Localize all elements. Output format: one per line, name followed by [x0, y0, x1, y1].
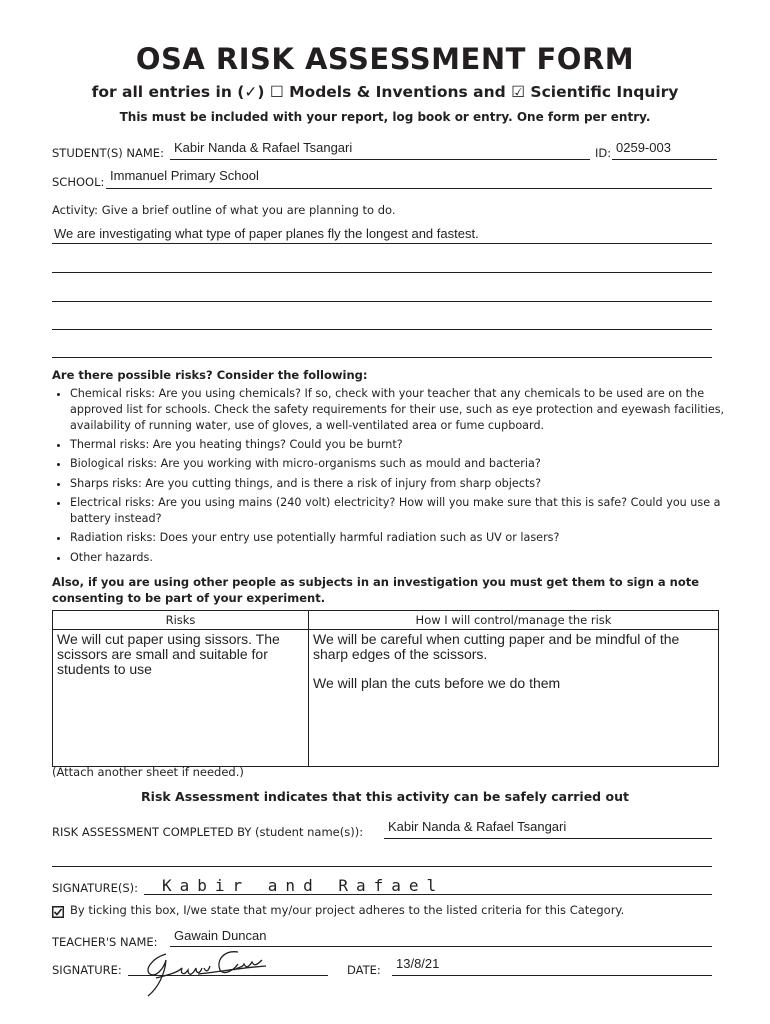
activity-line-5[interactable]: [52, 357, 712, 358]
completed-by-line-2[interactable]: [52, 866, 712, 867]
form-instruction: This must be included with your report, log book or entry. One form per entry.: [119, 110, 651, 124]
risk-item-biological: • Biological risks: Are you working with micro-organisms such as mould and bacteria?: [70, 456, 740, 472]
risk-table-header-risks: Risks: [53, 611, 309, 630]
teacher-name-label: TEACHER'S NAME:: [52, 935, 158, 949]
teacher-signature-label: SIGNATURE:: [52, 963, 122, 977]
student-id-line: [612, 159, 717, 160]
risk-item-thermal: • Thermal risks: Are you heating things? Could you be burnt?: [70, 437, 740, 453]
form-title: OSA RISK ASSESSMENT FORM: [135, 42, 635, 76]
risks-heading: Are there possible risks? Consider the following:: [52, 368, 368, 382]
school-field[interactable]: Immanuel Primary School: [110, 168, 259, 183]
risk-item-other: • Other hazards.: [70, 550, 740, 566]
control-cell-text-1: We will be careful when cutting paper and be mindful of the sharp edges of the scissors.: [313, 631, 680, 662]
risk-item-radiation: • Radiation risks: Does your entry use potentially harmful radiation such as UV or lasers?: [70, 530, 740, 546]
risk-item-sharps: • Sharps risks: Are you cutting things, and is there a risk of injury from sharp objects?: [70, 476, 740, 492]
completed-by-field[interactable]: Kabir Nanda & Rafael Tsangari: [388, 819, 567, 834]
date-field[interactable]: 13/8/21: [396, 956, 440, 971]
signatures-field[interactable]: Kabir and Rafael: [162, 876, 445, 895]
risk-table-risk-cell[interactable]: [53, 630, 309, 767]
activity-line-4[interactable]: [52, 329, 712, 330]
signatures-label: SIGNATURE(S):: [52, 881, 139, 895]
activity-line-3[interactable]: [52, 301, 712, 302]
date-label: DATE:: [347, 963, 381, 977]
handwritten-signature-icon: [138, 944, 268, 1000]
risk-item-chemical: • Chemical risks: Are you using chemicals? If so, check with your teacher that any chemicals to be used are on the approved list for schools. Check the safety requirements for their use, such as eye protection and eyewash facilities, availability of running water, use of gloves, a well-ventilated area or fume cupboard.: [70, 386, 740, 433]
teacher-name-field[interactable]: Gawain Duncan: [174, 928, 267, 943]
risk-table-header-control: How I will control/manage the risk: [309, 611, 719, 630]
student-name-line: [170, 159, 590, 160]
activity-line-1: [52, 243, 712, 244]
checkbox-checked-icon: [52, 906, 64, 918]
activity-line-2[interactable]: [52, 272, 712, 273]
student-id-field[interactable]: 0259-003: [616, 140, 671, 155]
completed-by-line: [384, 838, 712, 839]
risk-list: [52, 386, 740, 569]
criteria-checkbox-text: By ticking this box, I/we state that my/our project adheres to the listed criteria for this Category.: [70, 903, 625, 917]
teacher-signature-image[interactable]: [138, 944, 268, 1000]
school-line: [106, 188, 712, 189]
activity-field[interactable]: We are investigating what type of paper planes fly the longest and fastest.: [54, 226, 479, 241]
completed-by-label: RISK ASSESSMENT COMPLETED BY (student name(s)):: [52, 825, 364, 839]
assessment-statement: Risk Assessment indicates that this activity can be safely carried out: [141, 789, 629, 804]
student-name-label: STUDENT(S) NAME:: [52, 146, 164, 160]
form-subtitle: for all entries in (✓) ☐ Models & Inventions and ☑ Scientific Inquiry: [91, 83, 679, 101]
consent-note: Also, if you are using other people as subjects in an investigation you must get them to sign a note consenting to be part of your experiment.: [52, 575, 700, 605]
risk-table-control-cell[interactable]: [309, 630, 719, 767]
date-line: [392, 975, 712, 976]
control-cell-text-2: We will plan the cuts before we do them: [313, 675, 561, 691]
student-name-field[interactable]: Kabir Nanda & Rafael Tsangari: [174, 140, 353, 155]
activity-label: Activity: Give a brief outline of what you are planning to do.: [52, 203, 396, 217]
student-id-label: ID:: [595, 146, 612, 160]
criteria-checkbox[interactable]: [52, 903, 62, 913]
risk-table: [52, 610, 719, 767]
risk-cell-text: We will cut paper using sissors. The scissors are small and suitable for students to use: [57, 631, 280, 677]
school-label: SCHOOL:: [52, 175, 105, 189]
attach-note: (Attach another sheet if needed.): [52, 765, 244, 779]
risk-item-electrical: • Electrical risks: Are you using mains (240 volt) electricity? How will you make sure that this is safe? Could you use a battery instead?: [70, 495, 740, 527]
